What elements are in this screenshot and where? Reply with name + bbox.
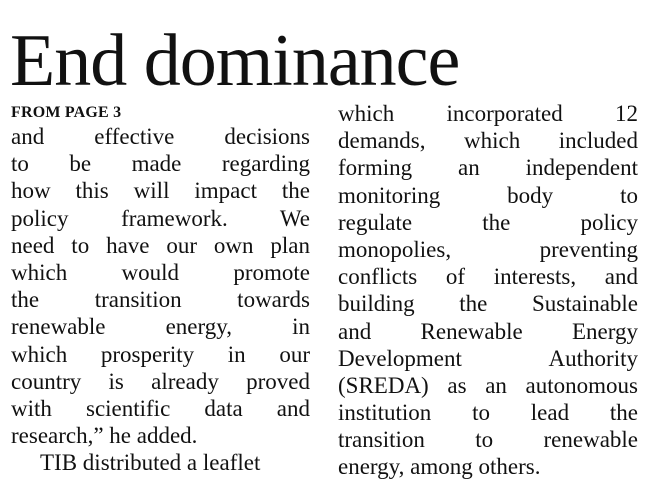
text-line: need to have our own plan	[11, 232, 310, 258]
text-line: which would promote	[11, 259, 310, 285]
article-column-right	[338, 100, 638, 481]
text-line: (SREDA) as an autonomous	[338, 372, 638, 398]
text-line: monopolies, preventing	[338, 236, 638, 262]
article-column-left	[11, 100, 310, 476]
text-line: the transition towards	[11, 287, 310, 313]
headline: End dominance	[10, 20, 460, 102]
paragraph-start-line: TIB distributed a leaflet	[40, 450, 261, 476]
text-line: renewable energy, in	[11, 314, 310, 340]
jump-label: FROM PAGE 3	[11, 104, 122, 121]
text-line: transition to renewable	[338, 427, 638, 453]
text-line: which incorporated 12	[338, 101, 638, 126]
text-line: Development Authority	[338, 345, 638, 371]
text-line: monitoring body to	[338, 182, 638, 208]
text-line: building the Sustainable	[338, 291, 638, 317]
text-line: forming an independent	[338, 155, 638, 181]
text-line: institution to lead the	[338, 400, 638, 426]
text-line: research,” he added.	[11, 423, 198, 449]
text-line: energy, among others.	[338, 454, 541, 480]
text-line: and Renewable Energy	[338, 318, 638, 344]
text-line: with scientific data and	[11, 395, 310, 421]
text-line: which prosperity in our	[11, 341, 310, 367]
text-line: country is already proved	[11, 368, 310, 394]
text-line: to be made regarding	[11, 151, 310, 177]
text-line: conflicts of interests, and	[338, 264, 638, 290]
text-line: regulate the policy	[338, 209, 638, 235]
text-line: demands, which included	[338, 128, 638, 154]
text-line: policy framework. We	[11, 205, 310, 231]
text-line: and effective decisions	[11, 124, 310, 149]
text-line: how this will impact the	[11, 178, 310, 204]
